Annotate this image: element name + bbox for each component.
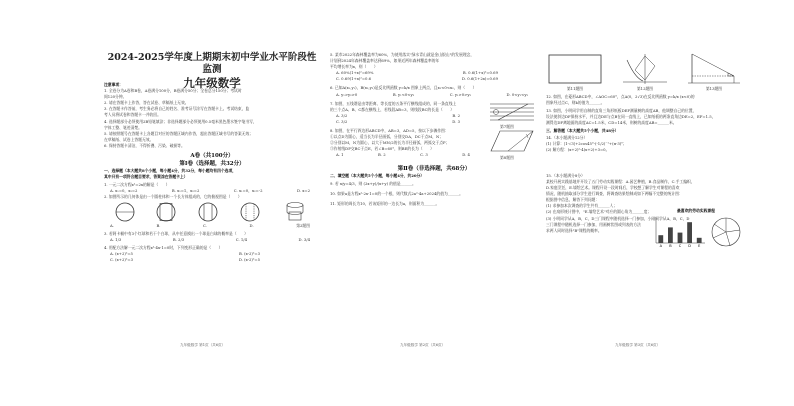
question-15-text: 某校开展实践基地并开设了五门劳动实践课程：A.园艺种植，B.食品制作，C.手工编织， — [546, 178, 695, 184]
question-15-part1: (1) 求参加本次调查的学生共有______人； — [546, 203, 618, 209]
question-11: 11. 矩形的周长为10，若该矩形的一边长为a，则面积为______。 — [330, 200, 440, 206]
question-5: 5. 某市2022年森林覆盖率为60%，为使用落实"绿水青山就是金山银山"的发展理念， — [330, 52, 475, 57]
option-a: A. y₁>y₂>0 — [336, 91, 358, 97]
option-b-figure — [155, 201, 177, 223]
question-15-part3: (3) 小明同学从A，B，C，D三门课程中随机选择一门参加，小刚同学从A，B，C，D — [546, 215, 690, 221]
figure-13 — [686, 52, 742, 92]
tick-label-C: C — [678, 243, 682, 248]
question-15-part3-cont: 求两人同时选择"B"课程的概率。 — [546, 227, 602, 233]
option-b: B. 2/3 — [172, 236, 185, 242]
option-b: B. y₁<0<y₂ — [392, 91, 415, 97]
a-paper-heading: A卷（共100分） — [190, 153, 234, 160]
exam-title-line1: 2024-2025学年度上期期末初中学业水平阶段性监测 — [107, 52, 317, 75]
option-c: C. 3/2 — [336, 118, 348, 124]
question-2-option-labels — [104, 223, 320, 229]
question-15: 15.（本小题满分8分） — [546, 172, 585, 178]
option-c: C. 0.69(1+x)²=0.6 — [336, 76, 372, 82]
part2-heading: 第Ⅱ卷（非选择题，共68分） — [397, 165, 471, 172]
notice-line: 4. 选择题部分必须使用2B铅笔填涂；非选择题部分必须使用0.5毫米黑色墨水签字笔书写， — [104, 118, 257, 124]
option-b: B. x₁=1，x₂=2 — [171, 188, 200, 194]
question-7-options-row2 — [330, 119, 480, 125]
section2-heading: 二、填空题（本大题共5个小题，每小题4分，共20分） — [330, 172, 425, 178]
option-a: A. (x+2)²=5 — [110, 250, 133, 256]
notice-line: 3. 在答题卡作答前，考生务必将自己的姓名、准考证号涂写在答题卡上。考试结束，监 — [104, 106, 250, 112]
option-a-figure — [114, 201, 136, 223]
notice-line: 5. 请按照题号在答题卡上各题目对应的答题区域内作答，超出答题区域书写的答案无效； — [104, 130, 254, 136]
option-d: D. 3/4 — [298, 236, 310, 242]
bar-D — [687, 222, 692, 243]
question-13-cont: 测得边DF离地面的高度AC=1.5米，CD=14米，则树的高度AB=______米。 — [546, 120, 677, 126]
figure-12 — [621, 52, 669, 92]
question-4: 4. 用配方法解一元二次方程x²-4x-1=0时，下列变形正确的是（ ） — [104, 244, 223, 250]
option-c: C. x₁=0，x₂=-2 — [233, 188, 263, 194]
question-14-part1: (1) 计算：|1-√3|+2cos45°-(-1/2)⁻¹+(π-3)⁰； — [546, 140, 627, 146]
page-footer: 九年级数学 第2页（共6页） — [400, 343, 446, 347]
figure-caption: 第12题图 — [636, 85, 654, 91]
question-8-step3: ③作射线DP交BC于点E，若∠B=60°，则BE的长为（ ） — [330, 146, 434, 152]
notice-line: 6. 保持答题卡清洁，不得折叠、污染、破损等。 — [104, 142, 185, 148]
question-4-options-row2 — [104, 257, 320, 263]
tick-label-D: D — [688, 243, 691, 248]
question-12-cont: 图象经过点C，则k的值为______。 — [546, 100, 605, 106]
section3-heading: 三、解答题（本大题共5个小题，共48分） — [546, 128, 619, 134]
question-8-step1: ①以点D为圆心，适当长为半径画弧，分别交DA，DC于点M，N； — [330, 134, 444, 140]
option-b: B. — [156, 222, 161, 228]
option-c: C. y₁>0>y₂ — [449, 91, 471, 97]
section1-heading-cont: 其中只有一项符合题目要求，答案涂在答题卡上） — [104, 174, 188, 180]
question-2-solid-figure — [280, 201, 310, 223]
question-5-cont: 平均增长率为x，则（ ） — [330, 64, 378, 70]
question-14: 14.（本小题满分12分） — [546, 134, 588, 140]
figure-caption: 第7题图 — [500, 123, 514, 129]
option-b: B. 2 — [378, 152, 386, 158]
rectangle-figure — [546, 52, 604, 86]
option-d: D. — [249, 222, 254, 228]
option-b: B. 0.6(1+x)²=0.69 — [462, 70, 498, 76]
bar-B — [668, 227, 673, 243]
question-1: 1. 一元二次方程x²=2x的解是（ ） — [104, 182, 170, 188]
notice-heading: 注意事项： — [104, 82, 123, 87]
figure-caption: 第13题图 — [705, 85, 723, 91]
bar-A — [658, 235, 663, 243]
notice-line: 字体工整、笔迹清楚。 — [104, 124, 142, 130]
question-10: 10. 如果a是方程x²-2x-1=0的一个根，则代数式2a²-4a+2024的值为______。 — [330, 190, 463, 196]
option-d: D. 4 — [462, 152, 470, 158]
column-3 — [546, 52, 742, 362]
option-b: B. 2 — [452, 112, 460, 118]
page-footer: 九年级数学 第3页（共6页） — [615, 343, 661, 347]
tick-label-A: A — [659, 243, 663, 248]
tick-label-E: E — [698, 243, 701, 248]
notice-line: 考人员将试卷和答题卡一并收回。 — [104, 112, 161, 118]
figure-caption: 第11题图 — [566, 85, 584, 91]
tick-label-B: B — [669, 243, 672, 248]
option-d-figure — [239, 201, 261, 223]
staff-figure — [490, 101, 534, 123]
notice-line: 1. 全卷分为A卷和B卷，A卷满分100分，B卷满分50分；全卷总分150分；考试时 — [104, 88, 242, 94]
question-15-text: D.家庭烹饪，E.墙绘艺术。课程开设一段时间后，学校想了解学生对课程的喜欢 — [546, 185, 680, 191]
section1-heading: 一、选择题（本大题共8个小题，每小题4分，共32分，每小题均有四个选项， — [104, 168, 237, 174]
figure-caption: 第2题图 — [296, 222, 310, 228]
question-6: 6. 已知A(x₁,y₁)，B(x₂,y₂)是反比例函数 y=k/x 图象上两点，且x₁<0<x₂，则（ ） — [330, 85, 477, 91]
question-3-options — [104, 237, 320, 243]
hyperbola-figure — [621, 52, 669, 86]
option-d: D. (x-2)²=5 — [238, 256, 260, 262]
option-c: C. (x+2)²=3 — [110, 256, 134, 262]
question-8: 8. 如图，在平行四边形ABCD中，AB=3，AD=5，按以下步骤作图： — [330, 128, 449, 134]
question-8-options — [330, 152, 480, 158]
parallelogram-figure — [490, 128, 534, 154]
bar-C — [678, 232, 683, 242]
notice-line: 2. 请在答题卡上作答，答在试卷、草稿纸上无效。 — [104, 100, 189, 106]
notice-line: 在草稿纸、试卷上答题无效。 — [104, 136, 154, 142]
tree-measure-figure — [686, 52, 742, 86]
column-2 — [330, 52, 538, 362]
option-c: C. 3 — [420, 152, 428, 158]
exam-subject: 九年级数学 — [183, 76, 241, 90]
question-6-options — [330, 92, 538, 98]
question-7-cont: 的三个点A、B、C都在横线上，若线段AB=3，则线段BC的长是（ ） — [330, 106, 455, 112]
option-b: B. (x-2)²=3 — [238, 250, 260, 256]
page-footer: 九年级数学 第1页（共6页） — [180, 343, 226, 347]
figures-row — [546, 52, 742, 92]
question-7-block — [330, 100, 538, 129]
question-15-part2: (2) 在扇形统计图中，"E.墙绘艺术"对应的圆心角为______度； — [546, 209, 652, 215]
option-a: A. x₁=0，x₂=2 — [110, 188, 138, 194]
option-c-figure — [197, 201, 219, 223]
bar-chart — [650, 208, 742, 248]
chart-title: 最喜欢的劳动实践课程 — [677, 207, 715, 213]
option-a: A. 3/2 — [336, 112, 348, 118]
part1-heading: 第Ⅰ卷（选择题，共32分） — [179, 161, 245, 168]
option-a: A. 60%(1+x)²=69% — [336, 70, 374, 76]
question-15-text: 情况，随机抽取部分学生进行调查，将调查结果绘制成如下两幅不完整的统计图： — [546, 191, 683, 197]
bar-chart-svg — [650, 214, 706, 248]
option-c: C. — [203, 222, 207, 228]
option-a: A. 1 — [336, 152, 344, 158]
option-a: A. 1/3 — [110, 236, 122, 242]
option-d: D. x=2 — [296, 188, 310, 194]
question-5-cont: 计划到2024年森林覆盖率达到69%，如果近两年森林覆盖率的年 — [330, 58, 440, 64]
option-c: C. 1/4 — [235, 236, 247, 242]
figure-caption: 第8题图 — [500, 155, 514, 161]
question-13: 13. 如图，小明同学用自制的直角三角形纸板DEF测量树的高度AB，他调整自己的位置， — [546, 108, 697, 114]
notice-line: 间120分钟。 — [104, 94, 127, 100]
question-13-cont: 设法使斜边DF保持水平，并且边DE与点B在同一直线上，已知纸板的两条直角边DE=2，EF=1.5， — [546, 114, 716, 120]
question-15-part3-cont: 三门课程中随机选择一门参加，用画树状图或列表的方法 — [546, 221, 641, 227]
option-a: A. — [110, 222, 114, 228]
question-8-step2: ②分别以M，N为圆心，以大于MN/2的长为半径画弧，两弧交于点P； — [330, 140, 450, 146]
figure-11 — [546, 52, 604, 92]
bar-E — [697, 237, 702, 242]
option-d: D. 0<y₁<y₂ — [506, 91, 528, 97]
column-1 — [104, 82, 320, 344]
question-3: 3. 若阿卡桶中有3个红球和若干个白球，从中任意摸出一个球是白球的概率是（ ） — [104, 230, 248, 236]
question-5-options-row2 — [330, 76, 538, 82]
pie-chart — [710, 216, 742, 248]
question-14-part2: (2) 解方程：(x+2)²-4(x+2)+3=0。 — [546, 146, 610, 152]
question-2-figures — [104, 201, 320, 223]
question-7: 7. 如图，五线谱是由等距离、等长度的五条平行横线组成的，同一条直线上 — [330, 100, 457, 106]
option-d: D. 0.6(1+2x)=0.69 — [461, 76, 498, 82]
question-2: 2. 如图所示的几何体是由一个圆柱体和一个长方体组成的，它的俯视图是（ ） — [104, 194, 242, 200]
option-d: D. 3 — [452, 118, 460, 124]
question-8-block — [330, 128, 538, 161]
question-12: 12. 如图，在菱形ABCD中，∠AOC=60°，点A(0，2√3)在反比例函数 y=k/x (x<0)的 — [546, 94, 695, 99]
question-15-text: 根据图中信息，解答下列问题： — [546, 197, 600, 203]
question-9: 9. 若 x/y=4/3，则 (2x+y)/(x+y) 的值是______。 — [330, 180, 416, 186]
